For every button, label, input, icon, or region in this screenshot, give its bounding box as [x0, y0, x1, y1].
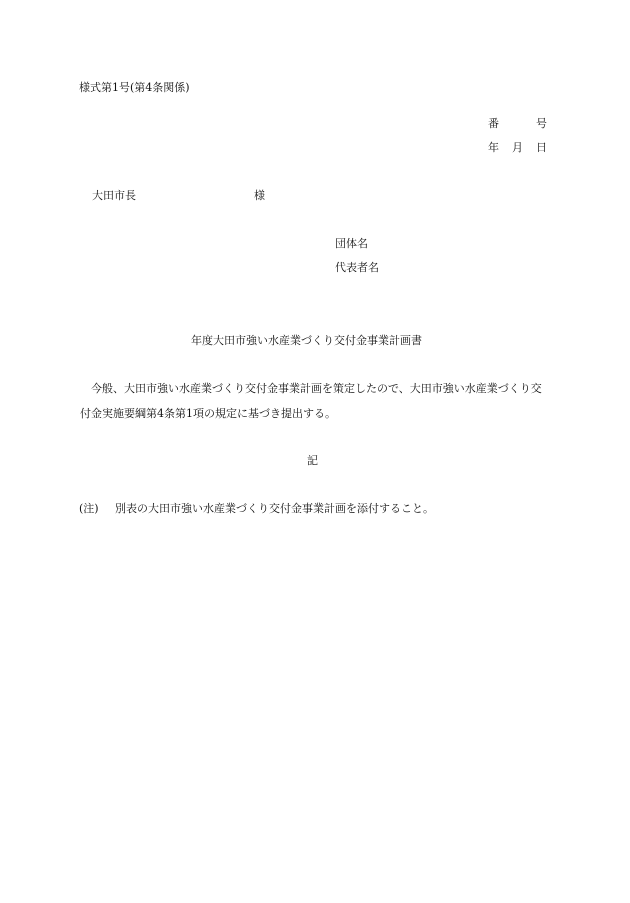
number-label: 番 [488, 117, 499, 130]
number-suffix: 号 [536, 117, 547, 130]
date-day: 日 [536, 141, 547, 154]
note-label: (注) [79, 502, 99, 515]
organization-label: 団体名 [335, 237, 368, 250]
date-month: 月 [512, 141, 523, 154]
recipient-honorific: 様 [254, 189, 265, 202]
document-title: 年度大田市強い水産業づくり交付金事業計画書 [191, 334, 422, 347]
representative-label: 代表者名 [335, 261, 379, 274]
date-year: 年 [488, 141, 499, 154]
form-number: 様式第1号(第4条関係) [79, 81, 190, 94]
body-paragraph: 今般、大田市強い水産業づくり交付金事業計画を策定したので、大田市強い水産業づくり交付金実施要綱第4条第1項の規定に基づき提出する。 [80, 382, 542, 420]
recipient-name: 大田市長 [92, 189, 136, 202]
record-mark: 記 [307, 454, 318, 467]
note-text: 別表の大田市強い水産業づくり交付金事業計画を添付すること。 [115, 502, 434, 515]
